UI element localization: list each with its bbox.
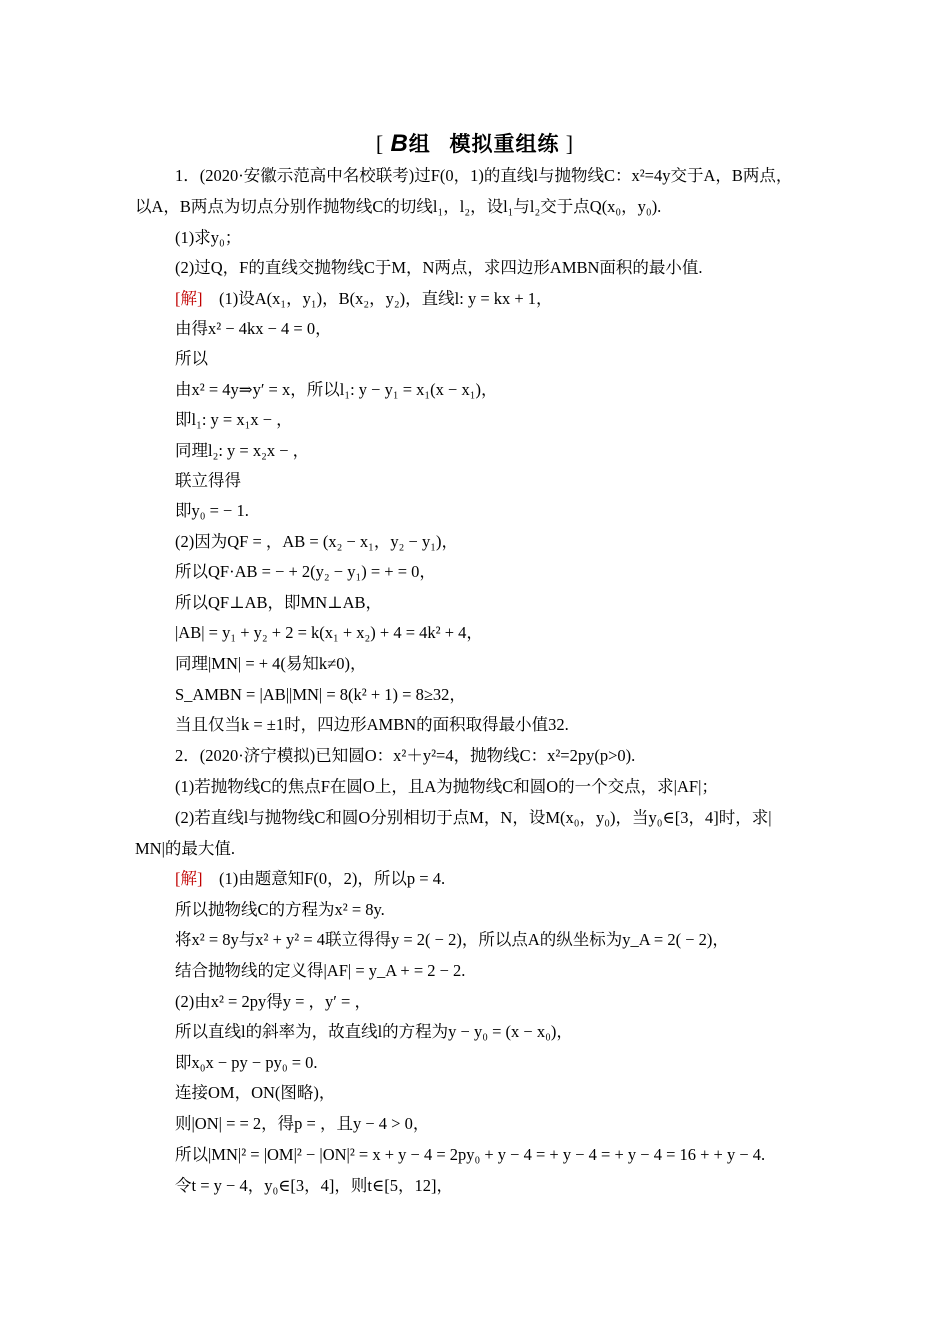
text-line: (2)过Q，F的直线交抛物线C于M，N两点，求四边形AMBN面积的最小值. <box>175 258 703 277</box>
text-line: 1．(2020·安徽示范高中名校联考)过F(0，1)的直线l与抛物线C：x²=4y交于A，B两点， <box>175 166 793 185</box>
section-heading <box>0 128 950 158</box>
text-line: 当且仅当k = ±1时，四边形AMBN的面积取得最小值32. <box>175 715 569 734</box>
text-line: 所以抛物线C的方程为x² = 8y. <box>175 900 385 919</box>
text-line: 所以QF·AB = − + 2(y₂ − y₁) = + = 0， <box>175 562 436 581</box>
heading-group-letter: B <box>390 130 409 157</box>
text-line: 由x² = 4y⇒y′ = x，所以l₁: y − y₁ = x₁(x − x₁)， <box>175 380 498 399</box>
text-line: 所以 <box>175 349 208 368</box>
text-line: 联立得得 <box>175 471 241 490</box>
text-line: (2)由x² = 2py得y = ，y′ = ， <box>175 992 371 1011</box>
text-line: 同理l₂: y = x₂x − ， <box>175 441 310 460</box>
text-line: 所以直线l的斜率为，故直线l的方程为y − y₀ = (x − x₀)， <box>175 1022 573 1041</box>
text-line: 所以|MN|² = |OM|² − |ON|² = x + y − 4 = 2py₀ + y − 4 = + y − 4 = + y − 4 = 16 + + y − 4. <box>175 1145 766 1164</box>
text-line: 连接OM，ON(图略)， <box>175 1083 336 1102</box>
text-line: 2．(2020·济宁模拟)已知圆O：x²＋y²=4，抛物线C：x²=2py(p>0). <box>175 746 636 765</box>
text-line: S_AMBN = |AB||MN| = 8(k² + 1) = 8≥32， <box>175 685 466 704</box>
text-line: 同理|MN| = + 4(易知k≠0)， <box>175 654 367 673</box>
text-line: 则|ON| = = 2，得p = ，且y − 4 > 0， <box>175 1114 430 1133</box>
text-line: [解] (1)由题意知F(0，2)，所以p = 4. <box>175 869 446 888</box>
text-line: 所以QF⊥AB，即MN⊥AB， <box>175 593 383 612</box>
text-line: (1)若抛物线C的焦点F在圆O上，且A为抛物线C和圆O的一个交点，求|AF|； <box>175 777 718 796</box>
text-line: 即l₁: y = x₁x − ， <box>175 410 293 429</box>
text-line: (2)若直线l与抛物线C和圆O分别相切于点M，N，设M(x₀，y₀)，当y₀∈[3，4]时，求| <box>175 808 772 827</box>
heading-group-suffix: 组 <box>408 132 431 156</box>
heading-bracket-close: ] <box>565 131 575 156</box>
heading-title: 模拟重组练 <box>449 132 560 156</box>
text-line: 由得x² − 4kx − 4 = 0， <box>175 319 332 338</box>
text-line: 即x₀x − py − py₀ = 0. <box>175 1053 318 1072</box>
solution-tag: [解] <box>175 869 203 888</box>
heading-bracket-open: [ <box>375 131 385 156</box>
text-line: 令t = y − 4，y₀∈[3，4]，则t∈[5，12]， <box>175 1176 453 1195</box>
solution-tag: [解] <box>175 289 203 308</box>
text-line: [解] (1)设A(x₁，y₁)，B(x₂，y₂)，直线l: y = kx + 1， <box>175 289 553 308</box>
text-line: 即y₀ = − 1. <box>175 501 249 520</box>
text-line: |AB| = y₁ + y₂ + 2 = k(x₁ + x₂) + 4 = 4k² + 4， <box>175 623 483 642</box>
text-line: MN|的最大值. <box>135 839 236 858</box>
text-line: (2)因为QF = ，AB = (x₂ − x₁，y₂ − y₁)， <box>175 532 458 551</box>
text-line: 结合抛物线的定义得|AF| = y_A + = 2 − 2. <box>175 961 466 980</box>
text-line: (1)求y₀； <box>175 228 242 247</box>
text-line: 以A，B两点为切点分别作抛物线C的切线l₁，l₂，设l₁与l₂交于点Q(x₀，y₀). <box>135 197 662 216</box>
text-line: 将x² = 8y与x² + y² = 4联立得得y = 2( − 2)，所以点A的纵坐标为y_A = 2( − 2)， <box>175 930 729 949</box>
